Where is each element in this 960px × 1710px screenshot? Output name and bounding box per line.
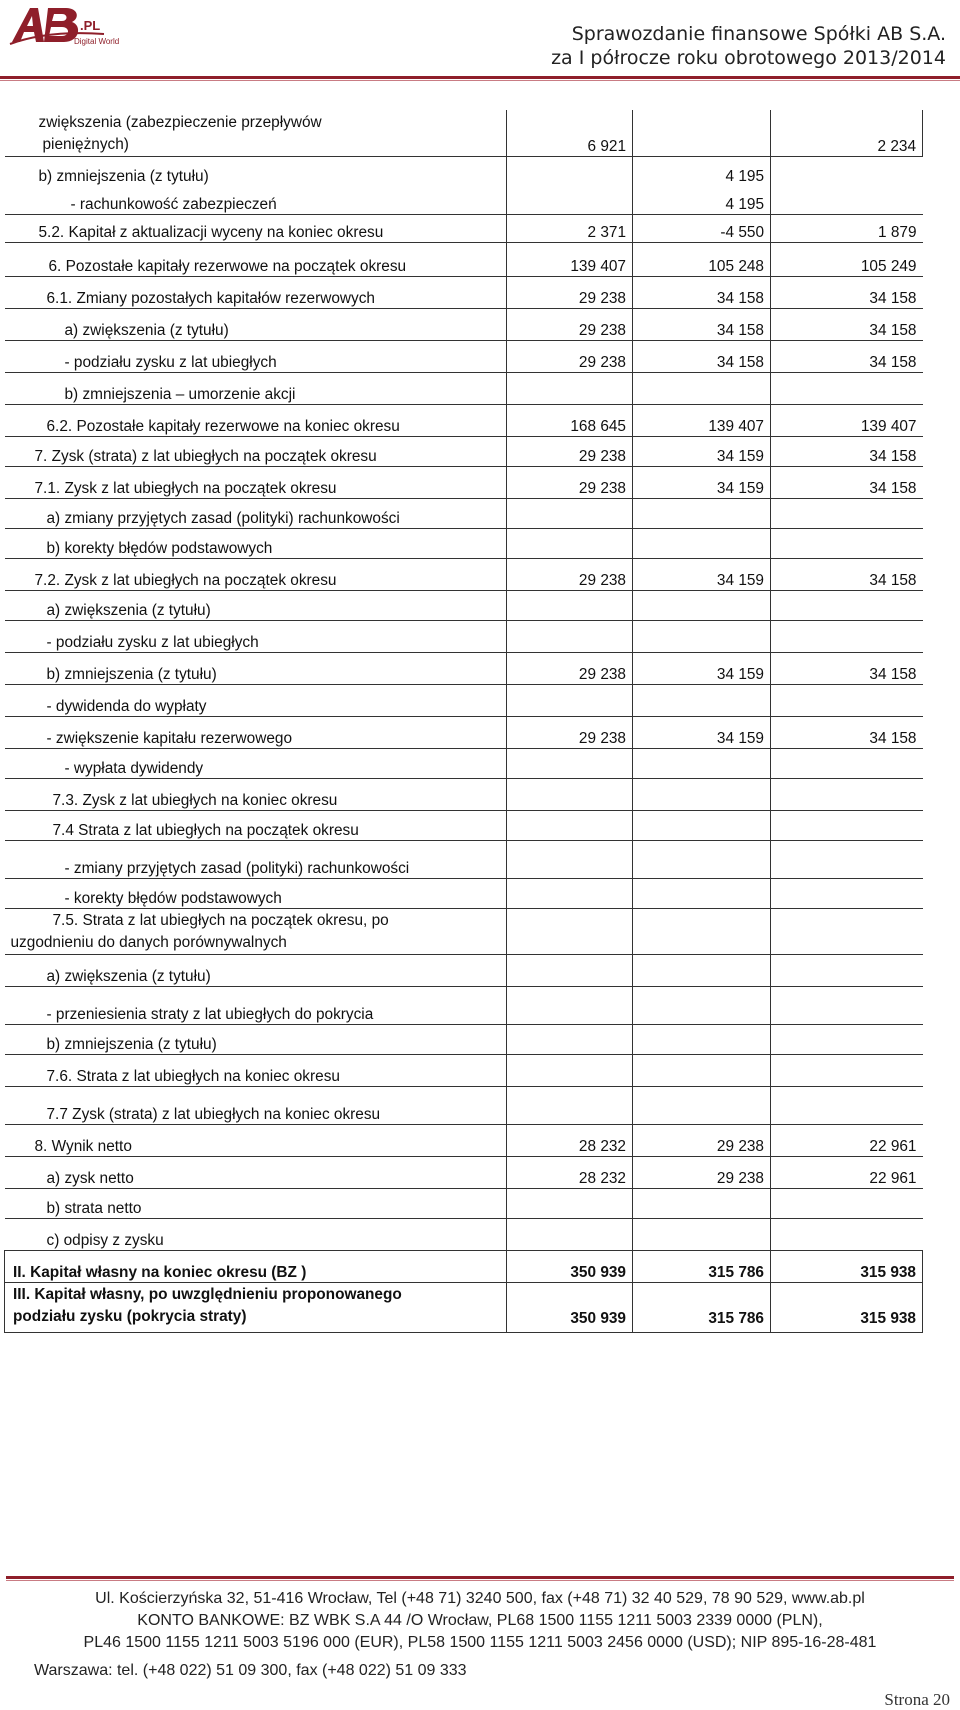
report-period: za I półrocze roku obrotowego 2013/2014 xyxy=(551,47,946,69)
cell-value xyxy=(633,954,771,986)
cell-value: 34 158 xyxy=(771,652,923,684)
cell-value xyxy=(771,156,923,186)
footer-divider-thin xyxy=(6,1580,954,1581)
cell-value: 34 158 xyxy=(771,276,923,308)
cell-value xyxy=(771,1218,923,1250)
cell-value xyxy=(633,748,771,778)
cell-value: 34 159 xyxy=(633,558,771,590)
table-row xyxy=(5,1086,923,1124)
cell-value xyxy=(771,908,923,954)
footer-accounts-line: PL46 1500 1155 1211 5003 5196 000 (EUR), PL58 1500 1155 1211 5003 2456 0000 (USD); NIP 895-16-28-481 xyxy=(83,1634,877,1651)
cell-value xyxy=(507,1086,633,1124)
logo-subtitle: Digital World xyxy=(74,37,120,46)
cell-value xyxy=(633,110,771,156)
table-row xyxy=(5,986,923,1024)
row-label: a) zmiany przyjętych zasad (polityki) rachunkowości xyxy=(5,498,507,528)
cell-value xyxy=(507,1218,633,1250)
row-label: - zmiany przyjętych zasad (polityki) rachunkowości xyxy=(5,840,507,878)
cell-value xyxy=(507,878,633,908)
table-row xyxy=(5,558,923,590)
cell-value xyxy=(633,840,771,878)
table-row xyxy=(5,186,923,214)
cell-value xyxy=(771,986,923,1024)
cell-value: 29 238 xyxy=(507,652,633,684)
row-label: 8. Wynik netto xyxy=(5,1124,507,1156)
cell-value: 29 238 xyxy=(507,716,633,748)
cell-value xyxy=(771,1054,923,1086)
table-row xyxy=(5,372,923,404)
cell-value: 29 238 xyxy=(507,340,633,372)
cell-value xyxy=(507,590,633,620)
cell-value: 1 879 xyxy=(771,214,923,242)
cell-value: 139 407 xyxy=(633,404,771,436)
cell-value: 315 938 xyxy=(771,1282,923,1332)
row-label: - zwiększenie kapitału rezerwowego xyxy=(5,716,507,748)
cell-value: 105 249 xyxy=(771,242,923,276)
cell-value: 34 159 xyxy=(633,652,771,684)
cell-value: 34 158 xyxy=(633,308,771,340)
table-row xyxy=(5,840,923,878)
header-divider xyxy=(0,76,960,79)
row-label: b) zmniejszenia – umorzenie akcji xyxy=(5,372,507,404)
cell-value xyxy=(507,908,633,954)
report-header xyxy=(551,22,946,70)
row-label: 6.2. Pozostałe kapitały rezerwowe na koniec okresu xyxy=(5,404,507,436)
row-label: a) zysk netto xyxy=(5,1156,507,1188)
cell-value: 350 939 xyxy=(507,1250,633,1282)
row-label: b) zmniejszenia (z tytułu) xyxy=(5,156,507,186)
cell-value: 28 232 xyxy=(507,1124,633,1156)
row-label: b) zmniejszenia (z tytułu) xyxy=(5,1024,507,1054)
cell-value xyxy=(507,954,633,986)
table-row xyxy=(5,308,923,340)
cell-value: 34 159 xyxy=(633,716,771,748)
cell-value: 105 248 xyxy=(633,242,771,276)
cell-value xyxy=(771,620,923,652)
cell-value xyxy=(633,498,771,528)
cell-value xyxy=(507,810,633,840)
cell-value: 34 158 xyxy=(771,436,923,466)
cell-value: 29 238 xyxy=(633,1156,771,1188)
row-label: 7.2. Zysk z lat ubiegłych na początek okresu xyxy=(5,558,507,590)
row-label: 6. Pozostałe kapitały rezerwowe na początek okresu xyxy=(5,242,507,276)
cell-value xyxy=(771,748,923,778)
company-logo xyxy=(8,4,126,46)
table-row xyxy=(5,242,923,276)
cell-value xyxy=(633,908,771,954)
cell-value: 168 645 xyxy=(507,404,633,436)
cell-value: 34 159 xyxy=(633,436,771,466)
table-row xyxy=(5,1250,923,1282)
footer-address-line: Ul. Kościerzyńska 32, 51-416 Wrocław, Tel (+48 71) 3240 500, fax (+48 71) 32 40 529, 78 90 529, www.ab.pl xyxy=(95,1590,865,1607)
company-address xyxy=(0,1588,960,1654)
row-label: - dywidenda do wypłaty xyxy=(5,684,507,716)
cell-value xyxy=(507,186,633,214)
row-label: II. Kapitał własny na koniec okresu (BZ ) xyxy=(5,1250,507,1282)
cell-value xyxy=(633,1024,771,1054)
row-label: 7.7 Zysk (strata) z lat ubiegłych na koniec okresu xyxy=(5,1086,507,1124)
row-label: zwiększenia (zabezpieczenie przepływów pieniężnych) xyxy=(5,110,507,156)
cell-value xyxy=(633,528,771,558)
cell-value: 29 238 xyxy=(507,558,633,590)
row-label: - rachunkowość zabezpieczeń xyxy=(5,186,507,214)
cell-value: 34 158 xyxy=(771,466,923,498)
table-row xyxy=(5,528,923,558)
cell-value xyxy=(633,778,771,810)
row-label: 6.1. Zmiany pozostałych kapitałów rezerwowych xyxy=(5,276,507,308)
cell-value xyxy=(507,1188,633,1218)
cell-value: 139 407 xyxy=(771,404,923,436)
cell-value: 4 195 xyxy=(633,186,771,214)
cell-value: -4 550 xyxy=(633,214,771,242)
cell-value xyxy=(633,1054,771,1086)
cell-value xyxy=(633,986,771,1024)
table-row xyxy=(5,748,923,778)
cell-value: 29 238 xyxy=(507,466,633,498)
cell-value xyxy=(507,684,633,716)
cell-value xyxy=(507,620,633,652)
table-row xyxy=(5,684,923,716)
cell-value xyxy=(771,778,923,810)
cell-value xyxy=(771,1024,923,1054)
table-row xyxy=(5,778,923,810)
cell-value xyxy=(633,1188,771,1218)
cell-value: 22 961 xyxy=(771,1124,923,1156)
cell-value: 34 159 xyxy=(633,466,771,498)
table-row xyxy=(5,620,923,652)
cell-value: 315 938 xyxy=(771,1250,923,1282)
cell-value xyxy=(633,810,771,840)
page-number: Strona 20 xyxy=(884,1690,950,1709)
cell-value xyxy=(771,840,923,878)
row-label: 7.5. Strata z lat ubiegłych na początek okresu, po uzgodnieniu do danych porównywalnych xyxy=(5,908,507,954)
row-label: 5.2. Kapitał z aktualizacji wyceny na koniec okresu xyxy=(5,214,507,242)
row-label: - wypłata dywidendy xyxy=(5,748,507,778)
cell-value xyxy=(771,684,923,716)
table-row xyxy=(5,1054,923,1086)
table-row xyxy=(5,810,923,840)
cell-value: 29 238 xyxy=(507,436,633,466)
cell-value: 34 158 xyxy=(633,276,771,308)
cell-value: 315 786 xyxy=(633,1250,771,1282)
row-label: - podziału zysku z lat ubiegłych xyxy=(5,340,507,372)
cell-value: 28 232 xyxy=(507,1156,633,1188)
table-row xyxy=(5,466,923,498)
cell-value: 29 238 xyxy=(507,308,633,340)
footer-bank-line: KONTO BANKOWE: BZ WBK S.A 44 /O Wrocław, PL68 1500 1155 1211 5003 2339 0000 (PLN), xyxy=(137,1612,823,1629)
table-row xyxy=(5,954,923,986)
footer-warsaw-contact: Warszawa: tel. (+48 022) 51 09 300, fax (+48 022) 51 09 333 xyxy=(34,1662,467,1679)
cell-value xyxy=(507,528,633,558)
table-row xyxy=(5,214,923,242)
cell-value xyxy=(771,810,923,840)
table-row xyxy=(5,276,923,308)
cell-value xyxy=(633,372,771,404)
table-row xyxy=(5,1188,923,1218)
row-label: 7.1. Zysk z lat ubiegłych na początek okresu xyxy=(5,466,507,498)
row-label: c) odpisy z zysku xyxy=(5,1218,507,1250)
table-row xyxy=(5,156,923,186)
cell-value: 34 158 xyxy=(771,716,923,748)
table-row xyxy=(5,436,923,466)
cell-value: 34 158 xyxy=(771,558,923,590)
row-label: 7. Zysk (strata) z lat ubiegłych na początek okresu xyxy=(5,436,507,466)
table-row xyxy=(5,1156,923,1188)
cell-value xyxy=(507,1024,633,1054)
cell-value xyxy=(771,878,923,908)
cell-value xyxy=(633,878,771,908)
logo-suffix: .PL xyxy=(80,18,101,33)
row-label: - przeniesienia straty z lat ubiegłych do pokrycia xyxy=(5,986,507,1024)
cell-value xyxy=(771,498,923,528)
table-row xyxy=(5,908,923,954)
table-row xyxy=(5,716,923,748)
row-label: a) zwiększenia (z tytułu) xyxy=(5,954,507,986)
row-label: b) zmniejszenia (z tytułu) xyxy=(5,652,507,684)
table-row xyxy=(5,652,923,684)
table-row xyxy=(5,590,923,620)
header-divider-thin xyxy=(0,80,960,81)
cell-value: 4 195 xyxy=(633,156,771,186)
cell-value: 350 939 xyxy=(507,1282,633,1332)
row-label: - podziału zysku z lat ubiegłych xyxy=(5,620,507,652)
row-label: a) zwiększenia (z tytułu) xyxy=(5,590,507,620)
cell-value: 139 407 xyxy=(507,242,633,276)
cell-value xyxy=(771,528,923,558)
cell-value xyxy=(771,186,923,214)
row-label: a) zwiększenia (z tytułu) xyxy=(5,308,507,340)
row-label: b) korekty błędów podstawowych xyxy=(5,528,507,558)
row-label: b) strata netto xyxy=(5,1188,507,1218)
cell-value: 29 238 xyxy=(633,1124,771,1156)
cell-value xyxy=(771,954,923,986)
table-row xyxy=(5,1282,923,1332)
table-row xyxy=(5,498,923,528)
cell-value: 6 921 xyxy=(507,110,633,156)
table-row xyxy=(5,404,923,436)
table-row xyxy=(5,1218,923,1250)
cell-value xyxy=(507,1054,633,1086)
equity-changes-table xyxy=(4,110,922,1333)
cell-value xyxy=(633,684,771,716)
table-row xyxy=(5,340,923,372)
cell-value xyxy=(633,590,771,620)
cell-value xyxy=(507,778,633,810)
cell-value xyxy=(633,1086,771,1124)
cell-value: 34 158 xyxy=(771,340,923,372)
cell-value xyxy=(507,986,633,1024)
cell-value: 315 786 xyxy=(633,1282,771,1332)
cell-value xyxy=(771,1086,923,1124)
row-label: 7.3. Zysk z lat ubiegłych na koniec okresu xyxy=(5,778,507,810)
cell-value: 2 234 xyxy=(771,110,923,156)
row-label: - korekty błędów podstawowych xyxy=(5,878,507,908)
cell-value xyxy=(633,1218,771,1250)
footer-divider xyxy=(6,1576,954,1579)
cell-value xyxy=(507,840,633,878)
cell-value xyxy=(507,498,633,528)
cell-value xyxy=(771,1188,923,1218)
table-row xyxy=(5,1024,923,1054)
cell-value: 22 961 xyxy=(771,1156,923,1188)
row-label: 7.4 Strata z lat ubiegłych na początek okresu xyxy=(5,810,507,840)
cell-value: 29 238 xyxy=(507,276,633,308)
cell-value xyxy=(507,156,633,186)
row-label: III. Kapitał własny, po uwzględnieniu proponowanego podziału zysku (pokrycia straty) xyxy=(5,1282,507,1332)
table-row xyxy=(5,878,923,908)
cell-value: 34 158 xyxy=(771,308,923,340)
cell-value xyxy=(507,372,633,404)
cell-value xyxy=(507,748,633,778)
row-label: 7.6. Strata z lat ubiegłych na koniec okresu xyxy=(5,1054,507,1086)
table-row xyxy=(5,1124,923,1156)
cell-value xyxy=(771,590,923,620)
cell-value xyxy=(771,372,923,404)
table-row xyxy=(5,110,923,156)
cell-value xyxy=(633,620,771,652)
report-title: Sprawozdanie finansowe Spółki AB S.A. xyxy=(571,23,946,45)
cell-value: 2 371 xyxy=(507,214,633,242)
cell-value: 34 158 xyxy=(633,340,771,372)
